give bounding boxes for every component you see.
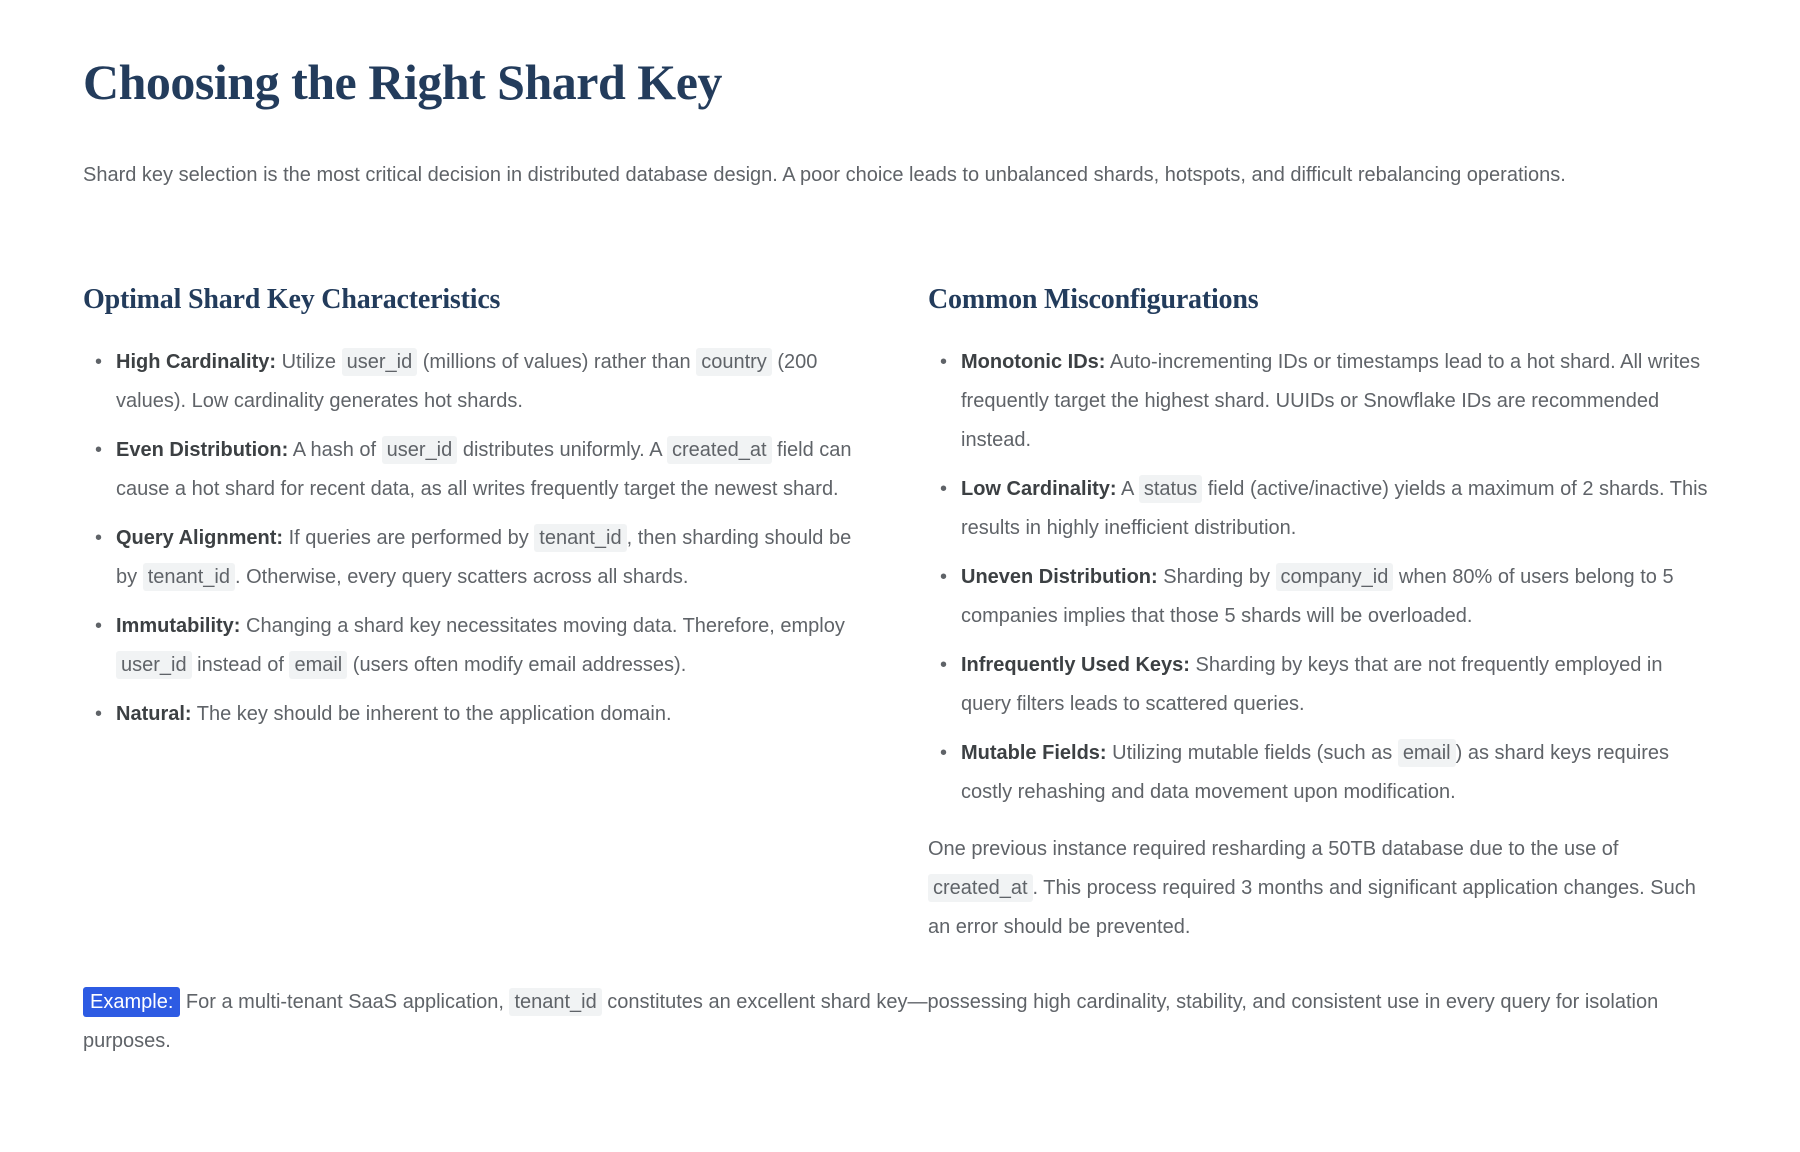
text-run: . Otherwise, every query scatters across all shards. — [234, 566, 689, 588]
bold-lead-in: Natural: — [116, 703, 192, 725]
two-column-section — [83, 283, 1717, 947]
list-item — [83, 343, 872, 421]
text-run: ) as shard keys requires costly rehashing and data movement upon modification. — [961, 742, 1670, 803]
inline-code-chip: tenant_id — [143, 563, 235, 591]
text-run: One previous instance required resharding a 50TB database due to the use of — [928, 838, 1619, 860]
text-run: Sharding by keys that are not frequently employed in query filters leads to scattered queries. — [961, 654, 1663, 715]
intro-paragraph: Shard key selection is the most critical decision in distributed database design. A poor choice leads to unbalanced shards, hotspots, and difficult rebalancing operations. — [83, 164, 1566, 186]
inline-code-chip: user_id — [382, 436, 458, 464]
list-item — [83, 431, 872, 509]
text-run: For a multi-tenant SaaS application, — [180, 991, 510, 1013]
resharding-anecdote-paragraph — [928, 830, 1717, 947]
inline-code-chip: created_at — [928, 874, 1033, 902]
inline-code-chip: country — [696, 348, 772, 376]
text-run: If queries are performed by — [283, 527, 535, 549]
inline-code-chip: email — [289, 651, 347, 679]
section-heading-misconfigurations: Common Misconfigurations — [928, 284, 1259, 315]
section-heading-optimal: Optimal Shard Key Characteristics — [83, 284, 501, 315]
text-run: distributes uniformly. A — [457, 439, 667, 461]
text-run: (users often modify email addresses). — [347, 654, 687, 676]
list-item — [83, 519, 872, 597]
column-optimal-characteristics — [83, 283, 872, 947]
bullet-list-misconfigurations — [928, 343, 1717, 812]
example-paragraph — [83, 983, 1717, 1061]
list-item — [928, 734, 1717, 812]
inline-code-chip: email — [1398, 739, 1456, 767]
text-run: Utilizing mutable fields (such as — [1106, 742, 1398, 764]
bold-lead-in: Query Alignment: — [116, 527, 284, 549]
list-item — [83, 695, 872, 734]
inline-code-chip: status — [1139, 475, 1202, 503]
bold-lead-in: Uneven Distribution: — [961, 566, 1158, 588]
inline-code-chip: tenant_id — [534, 524, 626, 552]
page-title: Choosing the Right Shard Key — [83, 54, 722, 110]
text-run: A hash of — [288, 439, 382, 461]
text-run: field (active/inactive) yields a maximum of 2 shards. This results in highly inefficient distribution. — [961, 478, 1708, 539]
column-misconfigurations — [928, 283, 1717, 947]
example-highlight-label: Example: — [83, 987, 180, 1017]
inline-code-chip: user_id — [116, 651, 192, 679]
text-run: The key should be inherent to the application domain. — [191, 703, 672, 725]
text-run: Sharding by — [1157, 566, 1276, 588]
text-run: field can cause a hot shard for recent data, as all writes frequently target the newest shard. — [116, 439, 852, 500]
bold-lead-in: Immutability: — [116, 615, 241, 637]
text-run: (millions of values) rather than — [417, 351, 697, 373]
text-run: when 80% of users belong to 5 companies implies that those 5 shards will be overloaded. — [961, 566, 1674, 627]
bold-lead-in: Even Distribution: — [116, 439, 289, 461]
bullet-list-optimal — [83, 343, 872, 734]
list-item — [928, 343, 1717, 460]
list-item — [928, 470, 1717, 548]
text-run: (200 values). Low cardinality generates hot shards. — [116, 351, 818, 412]
bold-lead-in: Mutable Fields: — [961, 742, 1107, 764]
text-run: Changing a shard key necessitates moving data. Therefore, employ — [240, 615, 845, 637]
text-run: instead of — [191, 654, 290, 676]
list-item — [928, 558, 1717, 636]
text-run: constitutes an excellent shard key—possessing high cardinality, stability, and consistent use in every query for isolation purposes. — [83, 991, 1659, 1052]
list-item — [83, 607, 872, 685]
bold-lead-in: Infrequently Used Keys: — [961, 654, 1190, 676]
text-run: . This process required 3 months and significant application changes. Such an error should be prevented. — [928, 877, 1696, 938]
text-run: Auto-incrementing IDs or timestamps lead to a hot shard. All writes frequently target the highest shard. UUIDs or Snowflake IDs are recommended instead. — [961, 351, 1701, 451]
bold-lead-in: High Cardinality: — [116, 351, 277, 373]
list-item — [928, 646, 1717, 724]
text-run: Utilize — [276, 351, 342, 373]
text-run: , then sharding should be by — [116, 527, 852, 588]
inline-code-chip: company_id — [1276, 563, 1394, 591]
inline-code-chip: tenant_id — [509, 988, 601, 1016]
text-run: A — [1116, 478, 1139, 500]
inline-code-chip: created_at — [667, 436, 772, 464]
bold-lead-in: Low Cardinality: — [961, 478, 1117, 500]
bold-lead-in: Monotonic IDs: — [961, 351, 1106, 373]
inline-code-chip: user_id — [342, 348, 418, 376]
